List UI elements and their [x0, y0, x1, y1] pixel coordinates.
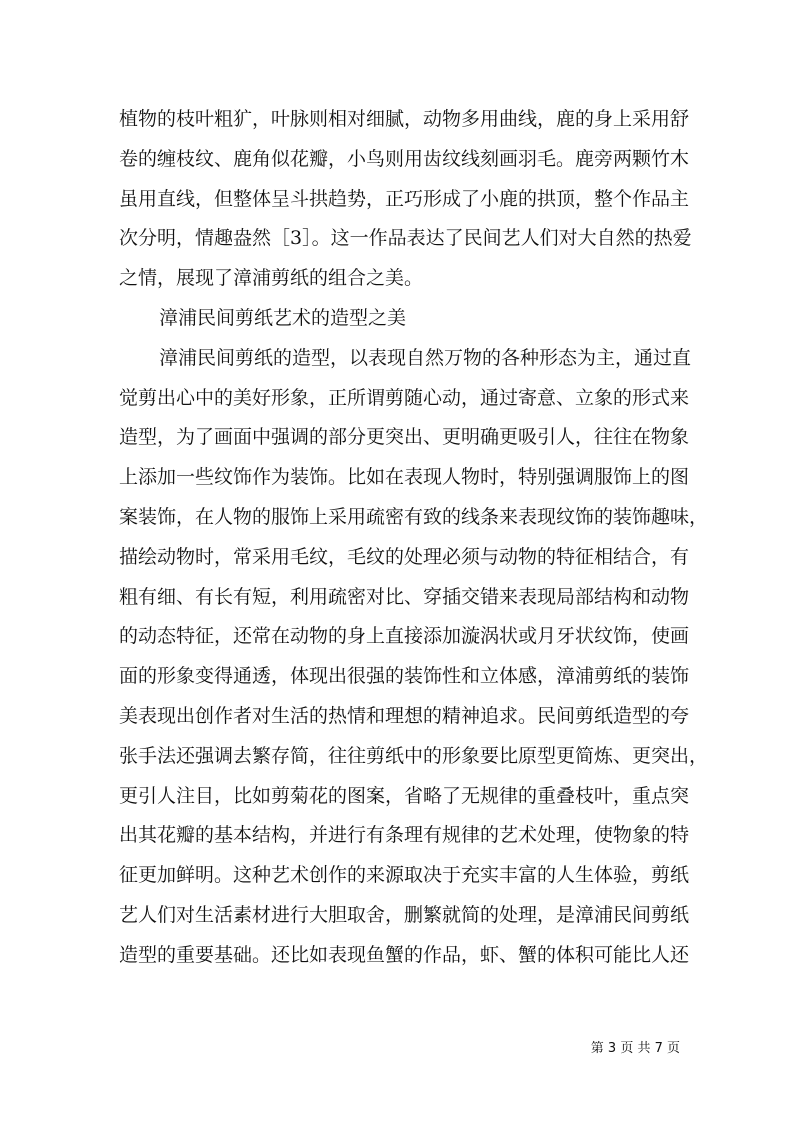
text-line: 卷的缠枝纹、鹿角似花瓣，小鸟则用齿纹线刻画羽毛。鹿旁两颗竹木 [119, 147, 690, 170]
text-line: 觉剪出心中的美好形象，正所谓剪随心动，通过寄意、立象的形式来 [119, 386, 690, 409]
text-line: 出其花瓣的基本结构，并进行有条理有规律的艺术处理，使物象的特 [119, 824, 690, 847]
section-heading: 漳浦民间剪纸艺术的造型之美 [159, 306, 407, 329]
text-line: 虽用直线，但整体呈斗拱趋势，正巧形成了小鹿的拱顶，整个作品主 [119, 187, 690, 210]
text-line: 上添加一些纹饰作为装饰。比如在表现人物时，特别强调服饰上的图 [119, 466, 690, 489]
text-line: 张手法还强调去繁存简，往往剪纸中的形象要比原型更简炼、更突出， [119, 744, 709, 767]
page-number-footer: 第 3 页 共 7 页 [590, 1041, 680, 1056]
text-line: 造型的重要基础。还比如表现鱼蟹的作品，虾、蟹的体积可能比人还 [119, 943, 690, 966]
text-line: 美表现出创作者对生活的热情和理想的精神追求。民间剪纸造型的夸 [119, 704, 690, 727]
paragraph-styling [119, 339, 709, 976]
text-line: 漳浦民间剪纸的造型，以表现自然万物的各种形态为主，通过直 [159, 346, 692, 369]
text-line: 征更加鲜明。这种艺术创作的来源取决于充实丰富的人生体验，剪纸 [119, 864, 690, 887]
text-line: 艺人们对生活素材进行大胆取舍，删繁就简的处理，是漳浦民间剪纸 [119, 903, 690, 926]
text-line: 更引人注目，比如剪菊花的图案，省略了无规律的重叠枝叶，重点突 [119, 784, 690, 807]
paragraph-continuation [119, 100, 692, 299]
text-line: 粗有细、有长有短，利用疏密对比、穿插交错来表现局部结构和动物 [119, 585, 690, 608]
text-line: 描绘动物时，常采用毛纹，毛纹的处理必须与动物的特征相结合，有 [119, 545, 690, 568]
text-line: 案装饰，在人物的服饰上采用疏密有致的线条来表现纹饰的装饰趣味， [119, 505, 709, 528]
text-line: 之情，展现了漳浦剪纸的组合之美。 [119, 267, 424, 290]
document-body [119, 100, 709, 976]
text-line: 植物的枝叶粗犷，叶脉则相对细腻，动物多用曲线，鹿的身上采用舒 [119, 108, 690, 130]
text-line: 的动态特征，还常在动物的身上直接添加漩涡状或月牙状纹饰，使画 [119, 625, 690, 648]
text-line: 面的形象变得通透，体现出很强的装饰性和立体感，漳浦剪纸的装饰 [119, 665, 690, 688]
text-line: 次分明，情趣盎然［3］。这一作品表达了民间艺人们对大自然的热爱 [119, 227, 692, 250]
text-line: 造型，为了画面中强调的部分更突出、更明确更吸引人，往往在物象 [119, 426, 690, 449]
